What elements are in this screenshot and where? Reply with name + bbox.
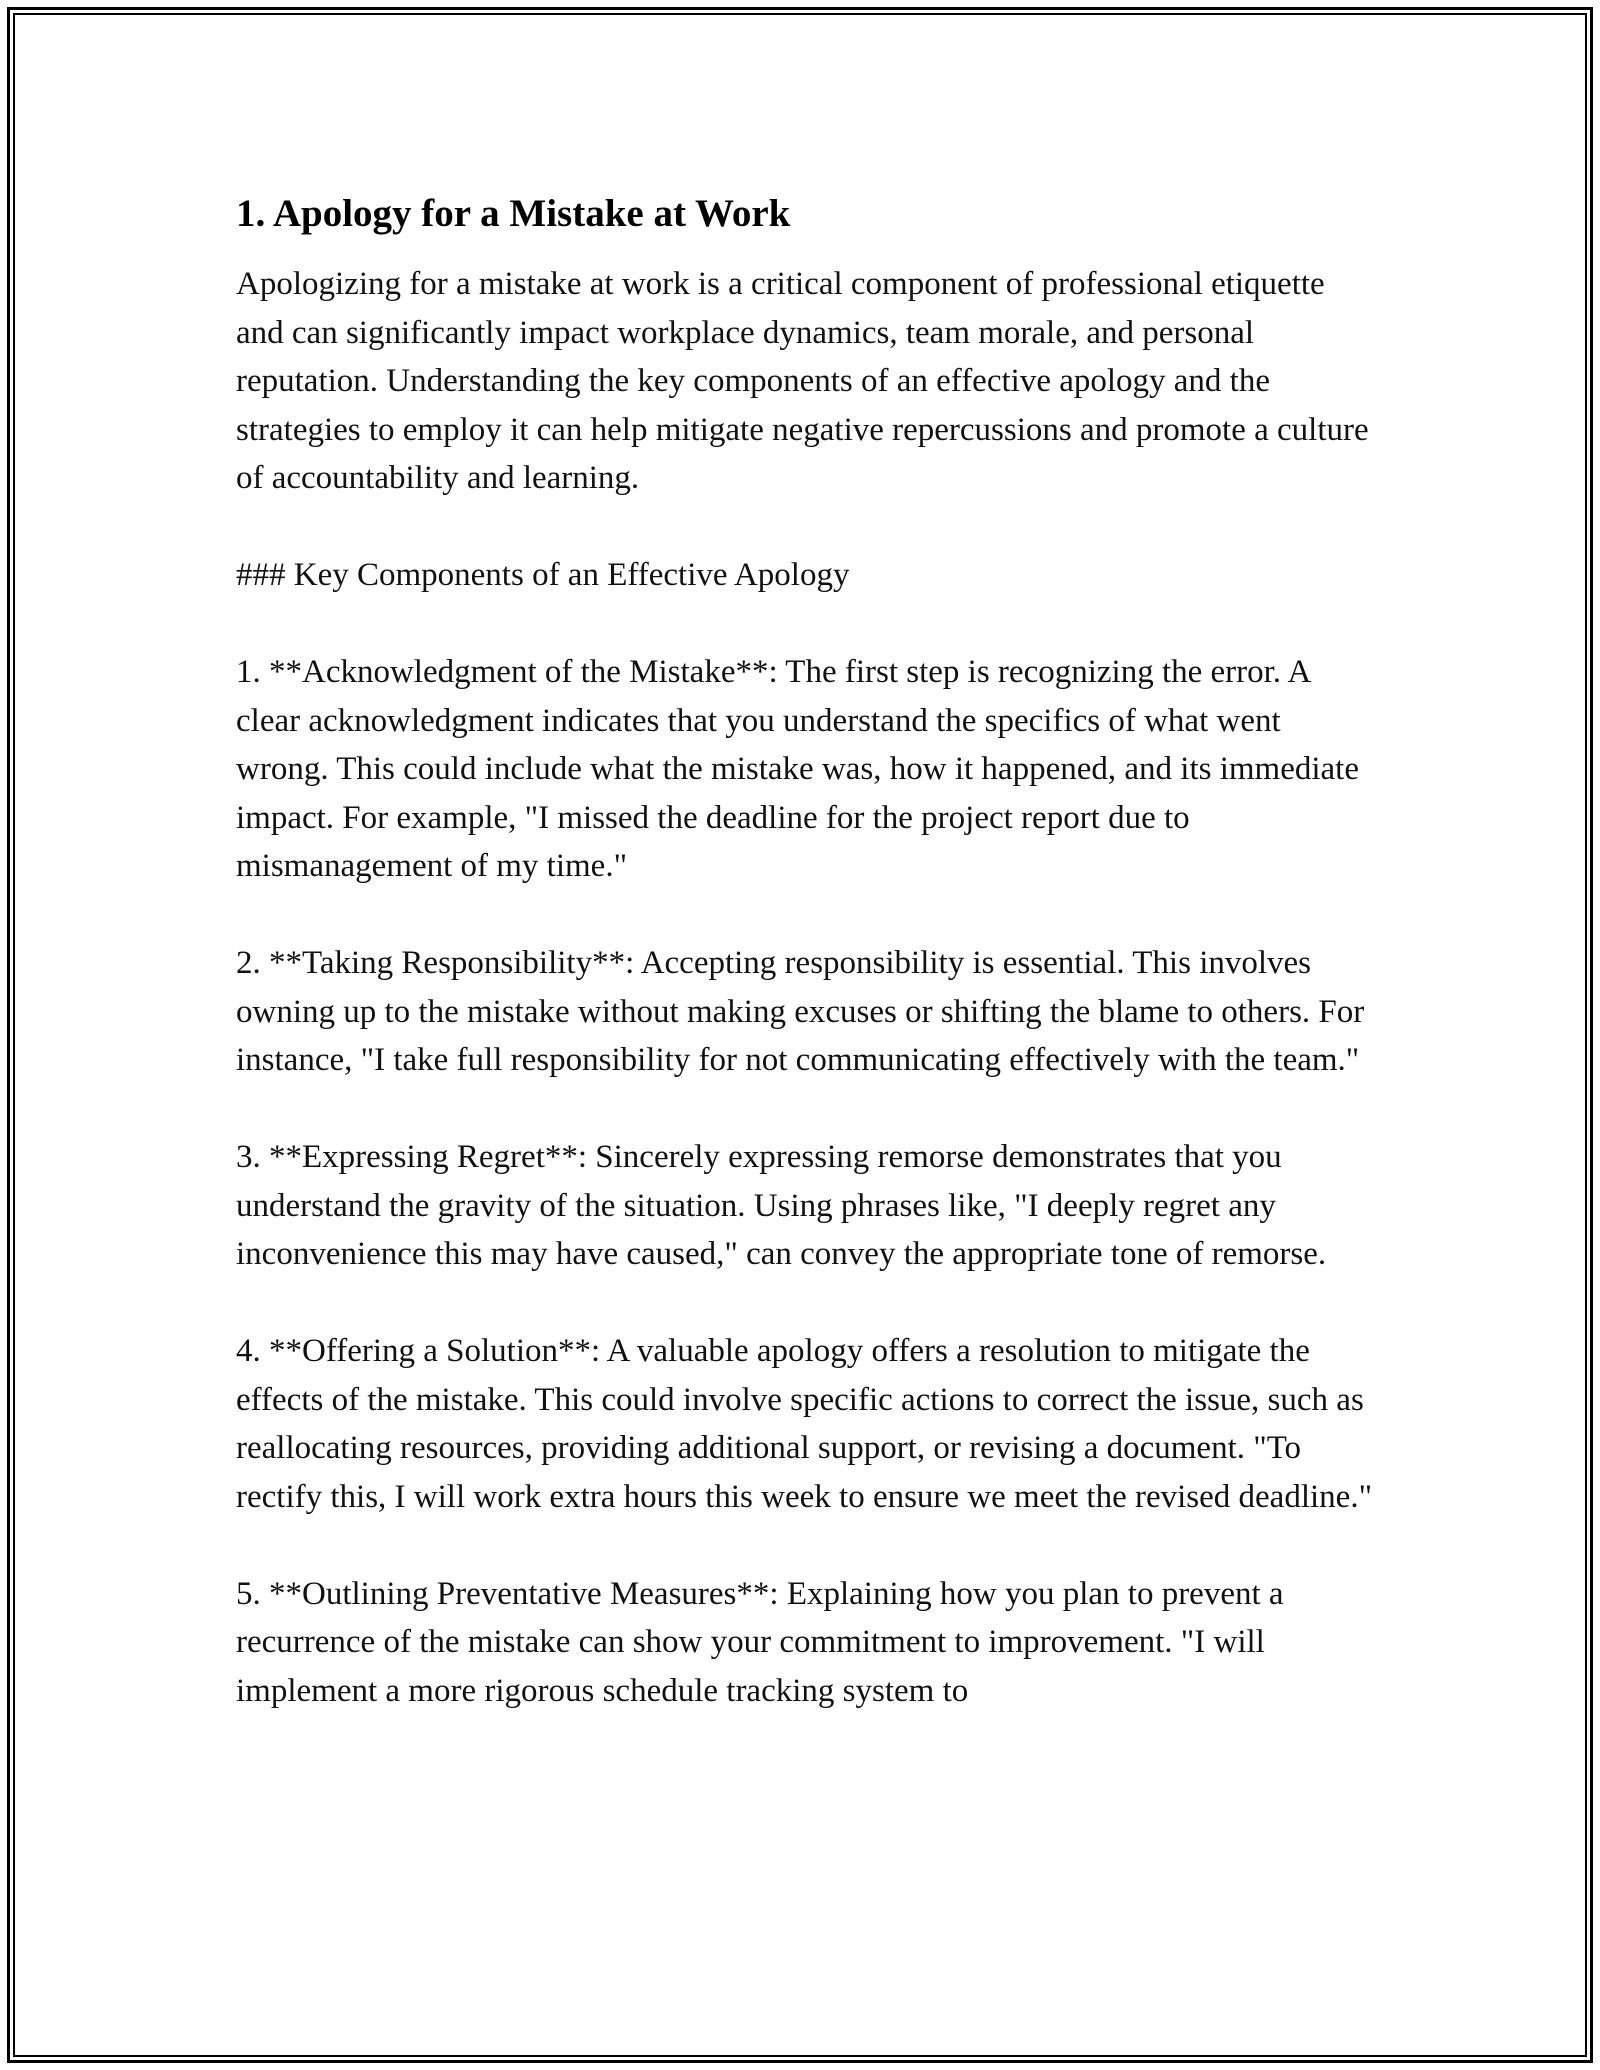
- list-item-solution: 4. **Offering a Solution**: A valuable apology offers a resolution to mitigate the effects of the mistake. This could involve specific actions to correct the issue, such as reallocating resources, providing additional support, or revising a document. "To rectify this, I will work extra hours this week to ensure we meet the revised deadline.": [236, 1333, 1373, 1515]
- list-item-responsibility: 2. **Taking Responsibility**: Accepting responsibility is essential. This involves owning up to the mistake without making excuses or shifting the blame to others. For instance, "I take full responsibility for not communicating effectively with the team.": [236, 945, 1365, 1078]
- list-item-preventative: 5. **Outlining Preventative Measures**: Explaining how you plan to prevent a recurrence of the mistake can show your commitment to improvement. "I will implement a more rigorous schedule tracking system to: [236, 1575, 1284, 1709]
- list-item-regret: 3. **Expressing Regret**: Sincerely expressing remorse demonstrates that you understand the gravity of the situation. Using phrases like, "I deeply regret any inconvenience this may have caused," can convey the appropriate tone of remorse.: [236, 1139, 1327, 1272]
- intro-paragraph: Apologizing for a mistake at work is a critical component of professional etiquette and can significantly impact workplace dynamics, team morale, and personal reputation. Understanding the key components of an effective apology and the strategies to employ it can help mitigate negative repercussions and promote a culture of accountability and learning.: [236, 266, 1369, 496]
- document-body: [236, 188, 1376, 1715]
- list-item-acknowledgment: 1. **Acknowledgment of the Mistake**: The first step is recognizing the error. A clear acknowledgment indicates that you understand the specifics of what went wrong. This could include what the mistake was, how it happened, and its immediate impact. For example, "I missed the deadline for the project report due to mismanagement of my time.": [236, 654, 1359, 884]
- document-title: 1. Apology for a Mistake at Work: [236, 192, 791, 235]
- section-heading: ### Key Components of an Effective Apology: [236, 557, 850, 593]
